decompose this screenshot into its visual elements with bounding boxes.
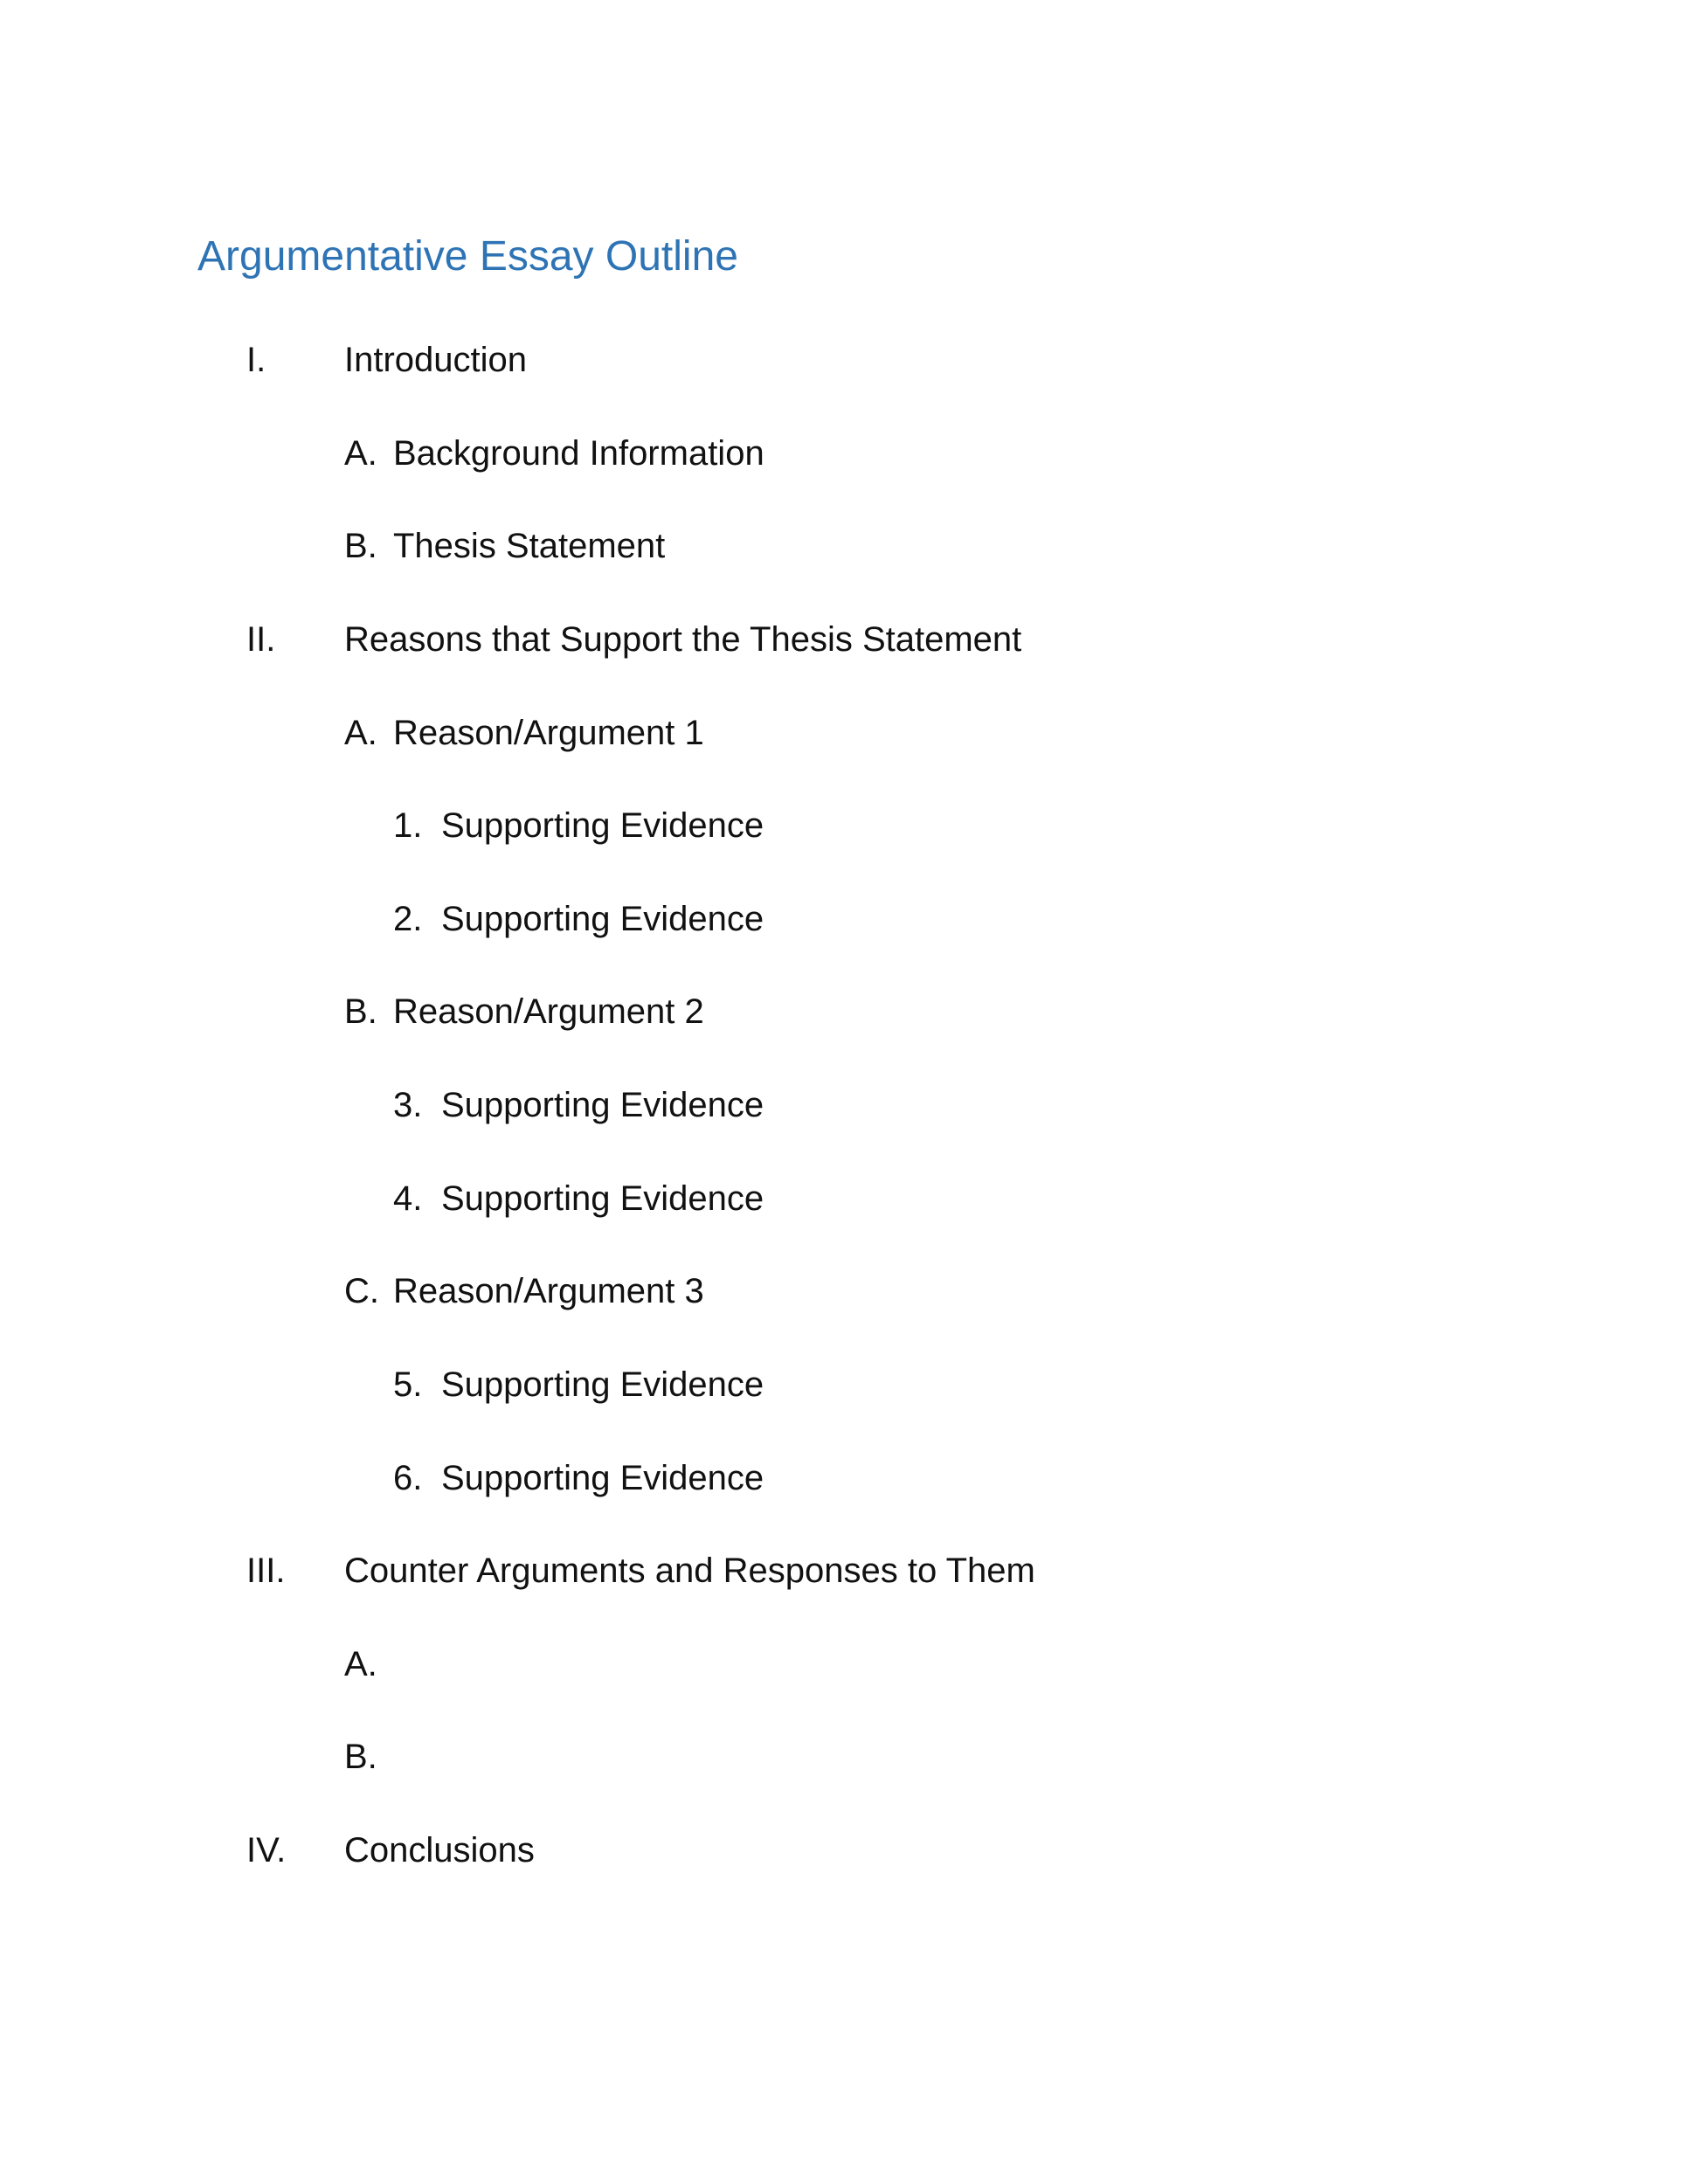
page-title: Argumentative Essay Outline <box>197 233 738 280</box>
outline-marker: 3. <box>393 1086 423 1124</box>
outline-marker: 2. <box>393 900 423 938</box>
outline-text: Reasons that Support the Thesis Statement <box>344 620 1022 659</box>
outline-marker: 1. <box>393 806 423 845</box>
outline-marker: A. <box>344 1645 377 1683</box>
outline-text: Background Information <box>393 434 764 473</box>
outline-text: Reason/Argument 3 <box>393 1272 704 1310</box>
outline-marker: B. <box>344 1738 377 1776</box>
outline-text: Introduction <box>344 341 528 379</box>
outline-marker: B. <box>344 527 377 565</box>
outline-marker: B. <box>344 992 377 1031</box>
outline-text: Supporting Evidence <box>441 1086 764 1124</box>
outline-marker: A. <box>344 714 377 752</box>
outline-text: Supporting Evidence <box>441 1365 764 1404</box>
outline-marker: 6. <box>393 1459 423 1497</box>
outline-text: Counter Arguments and Responses to Them <box>344 1552 1035 1590</box>
outline-text: Supporting Evidence <box>441 806 764 845</box>
outline-text: Supporting Evidence <box>441 900 764 938</box>
outline-marker: I. <box>246 341 266 379</box>
outline-text: Reason/Argument 1 <box>393 714 704 752</box>
outline-marker: III. <box>246 1552 286 1590</box>
outline-marker: A. <box>344 434 377 473</box>
outline-text: Supporting Evidence <box>441 1179 764 1218</box>
outline-marker: 4. <box>393 1179 423 1218</box>
outline-marker: C. <box>344 1272 379 1310</box>
outline-text: Supporting Evidence <box>441 1459 764 1497</box>
outline-marker: 5. <box>393 1365 423 1404</box>
outline-marker: IV. <box>246 1831 287 1870</box>
outline-marker: II. <box>246 620 276 659</box>
outline-text: Conclusions <box>344 1831 535 1870</box>
outline-text: Reason/Argument 2 <box>393 992 704 1031</box>
outline-text: Thesis Statement <box>393 527 666 565</box>
